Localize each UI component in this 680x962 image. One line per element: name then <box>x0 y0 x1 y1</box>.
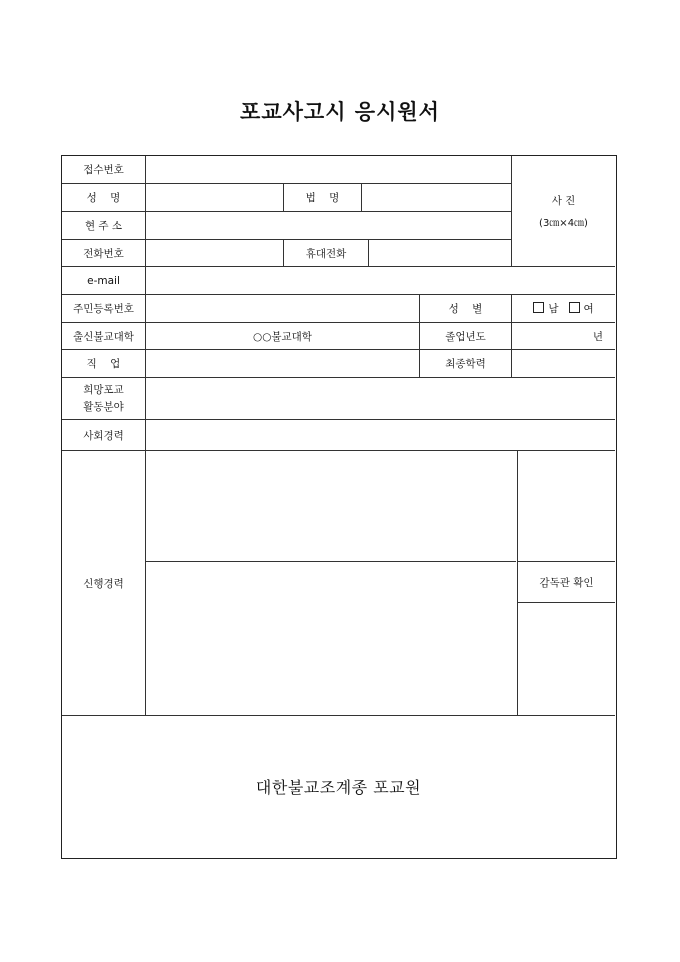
checkbox-icon <box>569 302 580 313</box>
gender-options <box>512 295 615 322</box>
mobile-field[interactable] <box>369 240 511 266</box>
label-education: 최종학력 <box>445 358 486 370</box>
receipt-no-field[interactable] <box>146 156 511 183</box>
label-email: e-mail <box>87 274 120 287</box>
grad-year-field[interactable]: 년 <box>592 330 603 343</box>
social-career-field[interactable] <box>146 420 615 450</box>
dharma-name-field[interactable] <box>362 184 511 211</box>
checkbox-icon <box>533 302 544 313</box>
label-resident-no: 주민등록번호 <box>73 303 134 315</box>
label-desired-field: 희망포교 활동분야 <box>83 383 124 413</box>
gender-female-option[interactable]: 여 <box>569 301 594 316</box>
issuer-name: 대한불교조계종 포교원 <box>255 778 422 797</box>
label-social-career: 사회경력 <box>83 429 124 442</box>
label-gender: 성 별 <box>448 303 483 315</box>
faith-career-field-2[interactable] <box>146 562 517 715</box>
job-field[interactable] <box>146 350 419 377</box>
label-supervisor: 감독관 확인 <box>539 576 594 589</box>
supervisor-box-top[interactable] <box>518 451 615 561</box>
label-faith-career: 신행경력 <box>83 577 124 590</box>
resident-no-field[interactable] <box>146 295 419 322</box>
label-mobile: 휴대전화 <box>305 247 347 260</box>
gender-male-option[interactable]: 남 <box>533 301 558 316</box>
faith-career-field-1[interactable] <box>146 451 517 561</box>
label-job: 직 업 <box>86 358 121 370</box>
label-address: 현 주 소 <box>84 220 123 232</box>
name-field[interactable] <box>146 184 283 211</box>
photo-box[interactable] <box>512 156 615 266</box>
desired-field-input[interactable] <box>146 378 615 419</box>
page-title: 포교사고시 응시원서 <box>240 100 440 124</box>
email-field[interactable] <box>146 267 615 294</box>
label-receipt-no: 접수번호 <box>83 164 124 176</box>
label-university: 출신불교대학 <box>73 330 134 343</box>
label-name: 성 명 <box>86 192 121 204</box>
phone-field[interactable] <box>146 240 283 266</box>
label-dharma-name: 법 명 <box>305 192 340 204</box>
supervisor-sign-field[interactable] <box>518 603 615 715</box>
photo-size: (3㎝×4㎝) <box>539 218 588 229</box>
label-grad-year: 졸업년도 <box>445 330 486 343</box>
photo-label: 사 진 <box>551 195 576 207</box>
label-phone: 전화번호 <box>83 247 124 260</box>
address-field[interactable] <box>146 212 511 239</box>
application-form <box>61 155 617 859</box>
education-field[interactable] <box>512 350 615 377</box>
university-field[interactable]: ○○불교대학 <box>253 330 312 343</box>
